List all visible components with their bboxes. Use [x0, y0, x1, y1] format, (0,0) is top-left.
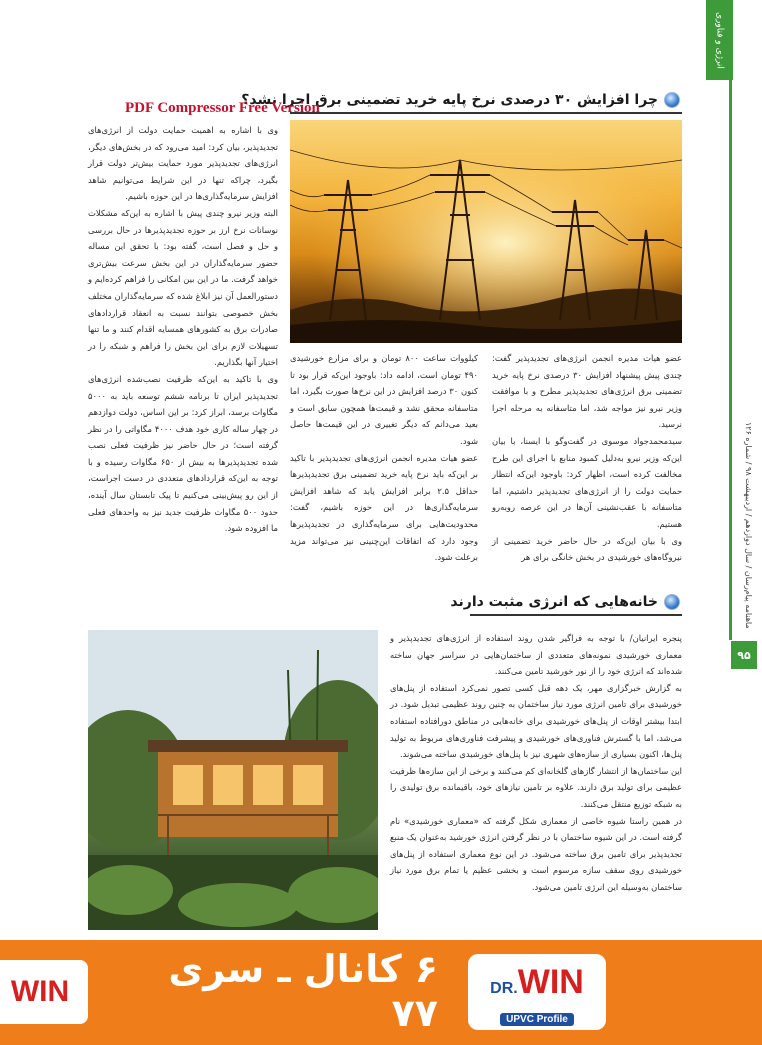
brand-name: WIN [517, 963, 584, 1001]
drwin-logo [468, 954, 606, 1030]
article2-heading [450, 590, 680, 614]
article1-column-left [88, 122, 278, 568]
paragraph: کیلووات ساعت ۸۰۰ تومان و برای مزارع خورشیدی ۴۹۰ تومان است، ادامه داد: باوجود این‌که قرار بود تا کنون ۳۰ درصد افزایش در این نرخ‌ها صورت بگیرد، اما متاسفانه محقق نشد و قیمت‌ها همچون سابق است و بعید می‌دانم که دیگر تغییری در این قیمت‌ها حاصل شود. [290, 353, 479, 446]
article2-title: خانه‌هایی که انرژی مثبت دارند [450, 594, 658, 610]
paragraph: وی با بیان این‌که در حال حاضر خرید تضمینی از نیروگاه‌های خورشیدی در بخش خانگی برای هر [492, 535, 682, 563]
paragraph: وی با تاکید به این‌که ظرفیت نصب‌شده انرژی‌های تجدیدپذیر ایران تا برنامه ششم توسعه باید به ۵۰۰۰ مگاوات برسد، ابراز کرد: بر این اساس، دولت دوازدهم در چهار ساله کاری خود هدف ۴۰۰۰ مگاواتی را در نظر گرفته است؛ در حال حاضر نیز ظرفیت فعلی نصب شده تجدیدپذیرها به بیش از ۶۵۰ مگاوات رسیده و با توجه به این‌که قراردادهای متعددی در دست اجراست، از این رو پیش‌بینی می‌کنیم تا پیک تابستان سال آینده، حدود ۵۰۰ مگاوات ظرفیت جدید نیز به واحدهای فعلی ما افزوده شود. [88, 373, 279, 534]
paragraph: البته وزیر نیرو چندی پیش با اشاره به این‌که مشکلات نوسانات نرخ ارز بر حوزه تجدیدپذیرها در حال بررسی و حل و فصل است، گفته بود: با تحقق این مساله حضور سرمایه‌گذاران در این بخش سرعت بیش‌تری خواهد گرفت. ما در این بین امکانی را فراهم کرده‌ایم و دستورالعمل آن نیز ابلاغ شده که سرمایه‌گذاران مختلف بخش خصوصی بتوانند نسبت به انعقاد قراردادهای صادرات برق به کشورهای همسایه اقدام کنند و ما تنها تسهیلات لازم برای این بخش را فراهم و شبکه را در اختیار آنها بگذاریم. [88, 207, 278, 368]
paragraph: در همین راستا شیوه خاصی از معماری شکل گرفته که «معماری خورشیدی» نام گرفته است. در این شیوه ساختمان با در نظر گرفتن انرژی خورشید به‌عنوان یک منبع تجدیدپذیر برای تامین برق ساخته می‌شود. در این نوع معماری استفاده از پنل‌های خورشیدی روی سقف سازه مرسوم است و بخشی عظیم یا تمام برق مورد نیاز ساختمان به‌وسیله این انرژی تامین می‌شود. [390, 815, 682, 892]
article1-column-middle [290, 350, 478, 565]
article1-title: چرا افزایش ۳۰ درصدی نرخ پایه خرید تضمینی برق اجرا نشد؟ [241, 92, 658, 108]
article2-title-rule [470, 614, 682, 616]
article2-body [390, 630, 682, 930]
watermark: PDF Compressor Free Version [125, 100, 320, 116]
paragraph: پنجره ایرانیان/ با توجه به فراگیر شدن روند استفاده از انرژی‌های تجدیدپذیر و معماری خورشیدی نمونه‌های متعددی از ساختمان‌هایی در سراسر جهان ساخته شده‌اند که انرژی خود را از نور خورشید تامین می‌کنند. [390, 633, 682, 677]
ad-slogan: ۶ کانال ـ سری ۷۷ [168, 947, 438, 1035]
advertisement-banner[interactable] [0, 940, 762, 1045]
section-tab: انرژی و فناوری [706, 0, 733, 80]
side-rule [729, 80, 732, 640]
power-lines-photo [290, 120, 682, 343]
article1-title-rule [290, 112, 682, 114]
paragraph: عضو هیات مدیره انجمن انرژی‌های تجدیدپذیر با تاکید بر این‌که باید نرخ پایه خرید تضمینی برق تجدیدپذیرها حداقل ۲.۵ برابر افزایش یابد که شاهد افزایش سرمایه‌گذاری‌ها در این حوزه باشیم، گفت: محدودیت‌هایی برای سرمایه‌گذاری در تجدیدپذیرها وجود دارد که اتفاقات این‌چنینی نیز می‌تواند مزید برعلت شود. [290, 452, 478, 563]
power-lines-illustration [290, 120, 682, 343]
globe-bullet-icon [664, 92, 680, 108]
page-number: ۹۵ [731, 641, 757, 669]
issue-meta: ماهنامه پیام‌رسان / سال دوازدهم / اردیبهشت ۹۸ / شماره ۱۲۶ [744, 421, 753, 629]
article1-column-right [492, 350, 682, 565]
paragraph: وی با اشاره به اهمیت حمایت دولت از انرژی‌های تجدیدپذیر، بیان کرد: امید می‌رود که در بخش‌های دیگر، انرژی‌های تجدیدپذیر مورد حمایت بیش‌تر دولت قرار بگیرد، چراکه تنها در این شرایط می‌توانیم شاهد افزایش سرمایه‌گذاری‌ها در این حوزه باشیم. [88, 125, 278, 202]
house-illustration [88, 630, 378, 930]
paragraph: سیدمحمدجواد موسوی در گفت‌وگو با ایسنا، با بیان این‌که وزیر نیرو به‌دلیل کمبود منابع با اجرای این طرح مخالفت کرده است، اظهار کرد: باوجود این‌که انتظار حمایت دولت را از انرژی‌های تجدیدپذیر داشتیم، اما متاسفانه با عقب‌نشینی آن‌ها در این عرصه روبه‌رو هستیم. [492, 435, 682, 529]
globe-bullet-icon [664, 594, 680, 610]
paragraph: این ساختمان‌ها از انتشار گازهای گلخانه‌ای کم می‌کنند و برخی از این سازه‌ها ظرفیت عظیمی برای تولید برق دارند. علاوه بر تامین نیازهای خود، باقیمانده برق تولیدی را به شبکه توزیع منتقل می‌کنند. [390, 765, 682, 809]
paragraph: عضو هیات مدیره انجمن انرژی‌های تجدیدپذیر گفت: چندی پیش پیشنهاد افزایش ۳۰ درصدی نرخ پایه خرید تضمینی برق انرژی‌های تجدیدپذیر مطرح و با موافقت وزیر نیرو نیز مواجه شد، اما متاسفانه به مرحله اجرا نرسید. [492, 353, 683, 430]
brand-subtitle: UPVC Profile [500, 1013, 574, 1026]
solar-house-photo [88, 630, 378, 930]
paragraph: به گزارش خبرگزاری مهر، یک دهه قبل کسی تصور نمی‌کرد استفاده از پنل‌های خورشیدی برای تامین انرژی مورد نیاز ساختمان به چنین روند عظیمی تبدیل شود. در ابتدا بیشتر اوقات از پنل‌های خورشیدی برای خانه‌هایی در مناطق دورافتاده استفاده می‌شد، اما با گسترش فناوری‌های خورشیدی و پیشرفت فناوری‌های مربوط به تولید پنل‌ها، اکنون بسیاری از سازه‌های شهری نیز با پنل‌های خورشیدی ساخته می‌شوند. [390, 682, 682, 760]
brand-logo-partial: WIN [0, 960, 88, 1024]
brand-prefix: DR. [490, 980, 518, 997]
